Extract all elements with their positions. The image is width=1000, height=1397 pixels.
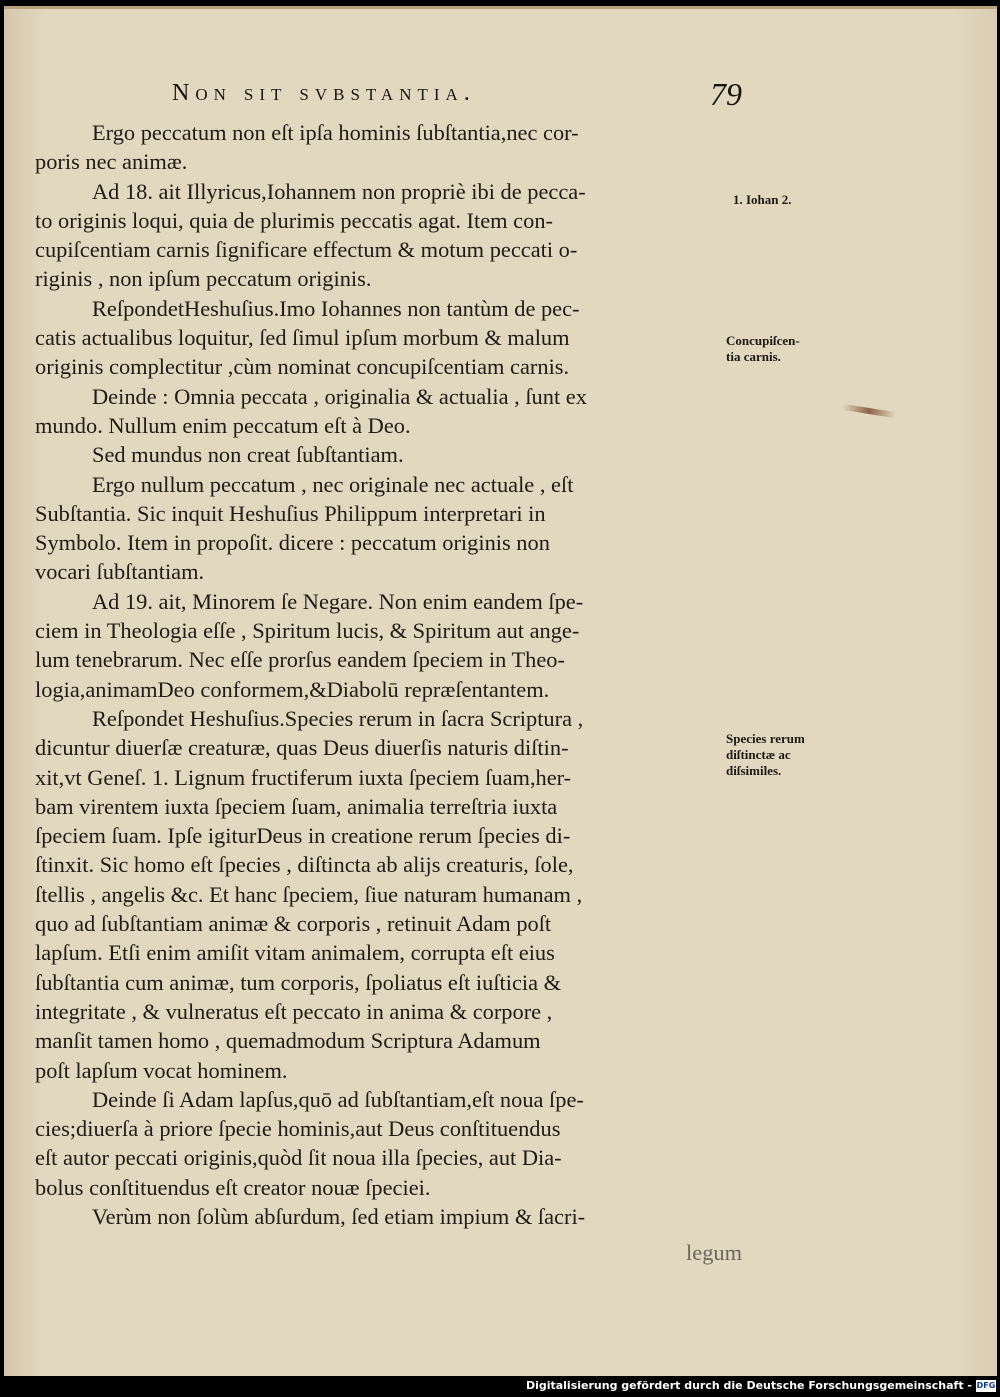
text-line: ſtinxit. Sic homo eſt ſpecies , diſtincta ab alijs creaturis, ſole,	[35, 852, 574, 878]
text-line: ciem in Theologia eſſe , Spiritum lucis, & Spiritum aut ange-	[35, 618, 580, 644]
margin-note-line: diſsimiles.	[726, 763, 782, 778]
margin-note-line: tia carnis.	[726, 349, 781, 364]
text-line: vocari ſubſtantiam.	[35, 559, 205, 585]
page-number: 79	[710, 76, 742, 112]
text-line: quo ad ſubſtantiam animæ & corporis , retinuit Adam poſt	[35, 911, 552, 937]
text-line: Subſtantia. Sic inquit Heshuſius Philippum interpretari in	[35, 500, 546, 526]
text-line: logia,animamDeo conformem,&Diabolū repræſentantem.	[35, 676, 550, 702]
text-line: catis actualibus loquitur, ſed ſimul ipſum morbum & malum	[35, 325, 570, 351]
text-line: ſubſtantia cum animæ, tum corporis, ſpoliatus eſt iuſticia &	[35, 969, 562, 995]
text-line: Reſpondet Heshuſius.Species rerum in ſacra Scriptura ,	[92, 705, 584, 731]
text-line: ſpeciem ſuam. Ipſe igiturDeus in creatione rerum ſpecies di-	[35, 823, 571, 849]
body-text	[35, 118, 725, 1231]
text-line: lum tenebrarum. Nec eſſe prorſus eandem ſpeciem in Theo-	[35, 647, 565, 673]
text-line: xit,vt Geneſ. 1. Lignum fructiferum iuxta ſpeciem ſuam,her-	[35, 764, 572, 790]
text-line: Ad 19. ait, Minorem ſe Negare. Non enim eandem ſpe-	[92, 588, 584, 614]
text-line: ſtellis , angelis &c. Et hanc ſpeciem, ſiue naturam humanam ,	[35, 881, 583, 907]
text-line: Deinde : Omnia peccata , originalia & actualia , ſunt ex	[92, 383, 587, 409]
running-title: Non sit svbstantia.	[172, 80, 476, 106]
text-line: Ergo peccatum non eſt ipſa hominis ſubſtantia,nec cor-	[92, 120, 579, 145]
text-line: dicuntur diuerſæ creaturæ, quas Deus diuerſis naturis diſtin-	[35, 735, 569, 761]
text-line: Ad 18. ait Illyricus,Iohannem non propriè ibi de pecca-	[92, 178, 586, 204]
text-line: poris nec animæ.	[35, 149, 188, 175]
text-line: lapſum. Etſi enim amiſit vitam animalem, corrupta eſt eius	[35, 940, 555, 966]
page-header	[172, 76, 742, 114]
dfg-logo: DFG	[976, 1381, 996, 1390]
margin-note-line: Concupiſcen-	[726, 333, 800, 348]
text-line: mundo. Nullum enim peccatum eſt à Deo.	[35, 412, 411, 438]
text-line: Deinde ſi Adam lapſus,quō ad ſubſtantiam,eſt noua ſpe-	[92, 1086, 584, 1112]
text-line: bam virentem iuxta ſpeciem ſuam, animalia terreſtria iuxta	[35, 793, 558, 819]
text-line: Ergo nullum peccatum , nec originale nec actuale , eſt	[92, 471, 574, 497]
text-line: originis complectitur ,cùm nominat concupiſcentiam carnis.	[35, 354, 570, 380]
text-line: riginis , non ipſum peccatum originis.	[35, 266, 372, 292]
text-line: poſt lapſum vocat hominem.	[35, 1057, 288, 1083]
text-line: Symbolo. Item in propoſit. dicere : peccatum originis non	[35, 530, 550, 556]
text-line: Verùm non ſolùm abſurdum, ſed etiam impium & ſacri-	[92, 1203, 586, 1229]
text-line: cies;diuerſa à priore ſpecie hominis,aut Deus conſtituendus	[35, 1116, 561, 1142]
text-line: ReſpondetHeshuſius.Imo Iohannes non tantùm de pec-	[92, 295, 580, 321]
margin-note-line: diſtinctæ ac	[726, 747, 791, 762]
text-line: eſt autor peccati originis,quòd ſit noua illa ſpecies, aut Dia-	[35, 1145, 562, 1171]
text-line: bolus conſtituendus eſt creator nouæ ſpeciei.	[35, 1174, 431, 1200]
margin-note-line: 1. Iohan 2.	[733, 192, 792, 207]
footer-credit: Digitalisierung gefördert durch die Deutsche Forschungsgemeinschaft -	[525, 1379, 972, 1392]
text-line: Sed mundus non creat ſubſtantiam.	[92, 442, 404, 468]
text-line: manſit tamen homo , quemadmodum Scriptura Adamum	[35, 1028, 541, 1054]
text-line: integritate , & vulneratus eſt peccato in anima & corpore ,	[35, 998, 553, 1024]
text-line: to originis loqui, quia de plurimis peccatis agat. Item con-	[35, 207, 553, 233]
catchword: legum	[686, 1240, 742, 1265]
text-line: cupiſcentiam carnis ſignificare effectum & motum peccati o-	[35, 237, 578, 263]
margin-note-line: Species rerum	[726, 731, 805, 746]
